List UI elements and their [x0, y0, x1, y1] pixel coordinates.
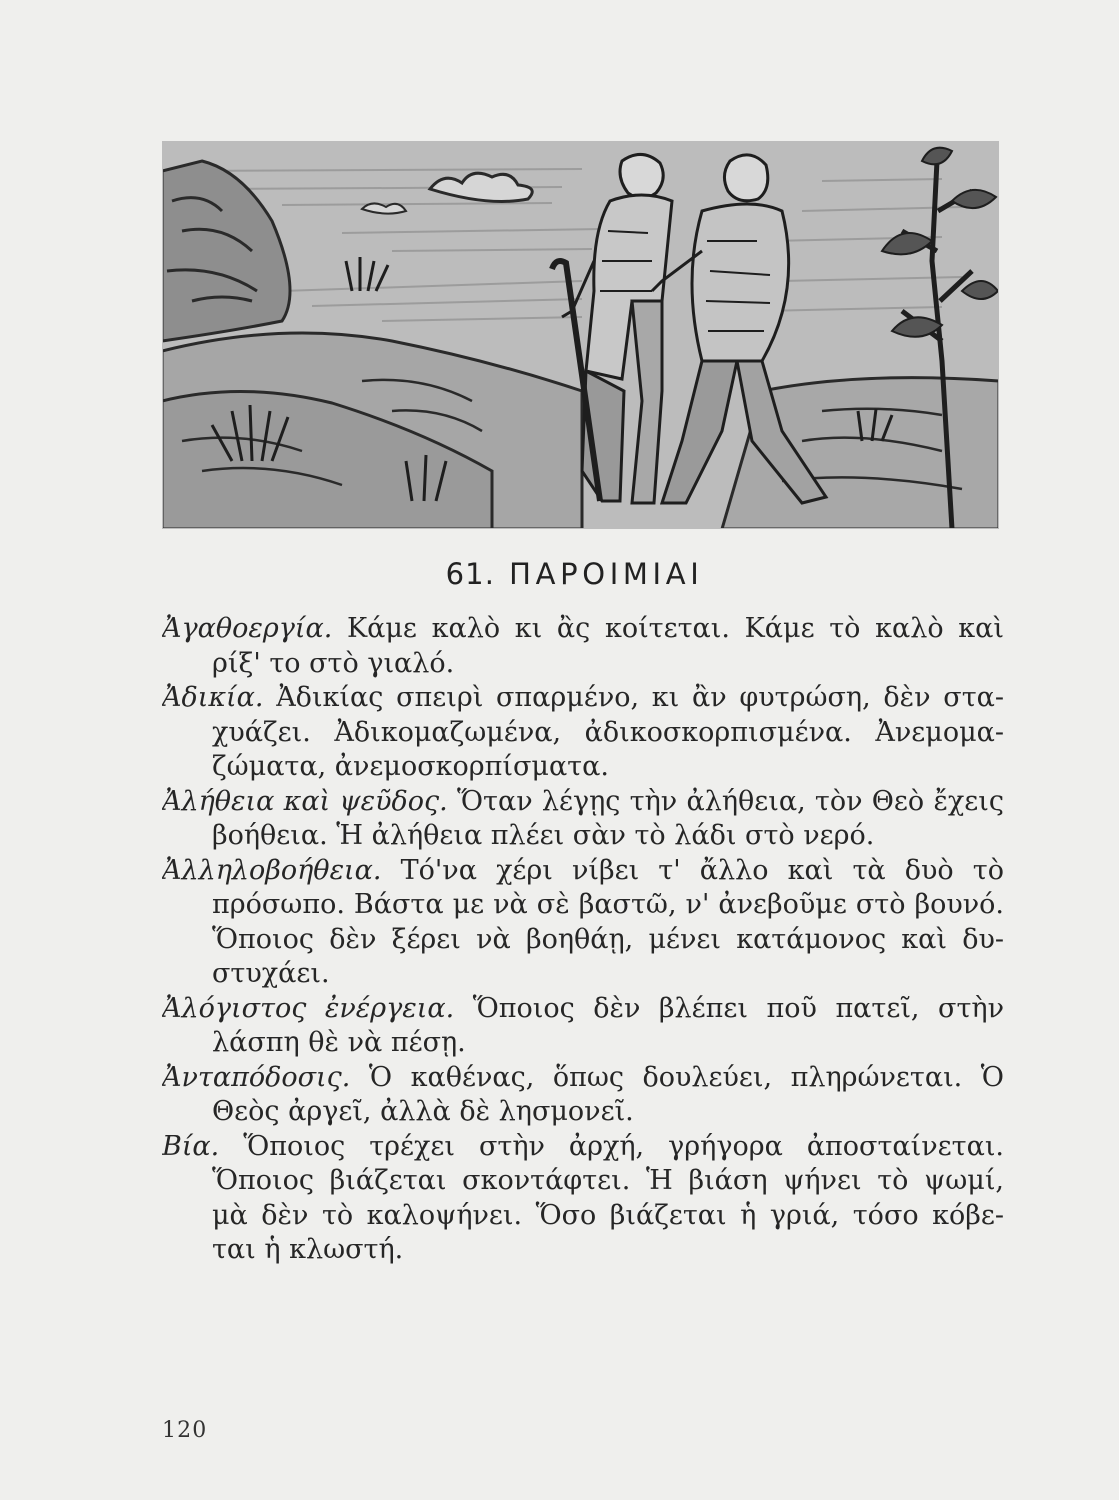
proverb-text: ται ἡ κλωστή.: [212, 1234, 404, 1265]
proverb-line: [162, 1130, 1004, 1165]
chapter-heading: ΠΑΡΟΙΜΙΑΙ: [509, 557, 704, 591]
page-number: 120: [162, 1418, 208, 1443]
proverb-text: χυάζει. Ἀδικομαζωμένα, ἀδικοσκορπισμένα. Ἀνεμομα-: [212, 716, 1004, 748]
proverb-line: [162, 1199, 1004, 1234]
proverb-line: [162, 681, 1004, 716]
proverb-line: [162, 819, 1004, 854]
proverb-line: [162, 716, 1004, 751]
proverb-text: Ὅποιος βιάζεται σκοντάφτει. Ἡ βιάση ψήνει τὸ ψωμί,: [212, 1165, 1004, 1196]
proverb-text: στυχάει.: [212, 958, 330, 989]
proverb-line: [162, 1026, 1004, 1061]
proverb-keyword: Βία.: [162, 1130, 220, 1162]
proverb-text: Ἀδικίας σπειρὶ σπαρμένο, κι ἂν φυτρώση, δὲν στα-: [276, 682, 1004, 713]
proverb-line: [162, 785, 1004, 820]
proverb-line: [162, 750, 1004, 785]
illustration-two-men-walking: [162, 141, 999, 529]
proverb-line: [162, 1095, 1004, 1130]
proverb-text: Ὅποιος δὲν ξέρει νὰ βοηθάῃ, μένει κατάμονος καὶ δυ-: [212, 923, 1004, 955]
proverb-line: [162, 888, 1004, 923]
proverb-line: [162, 854, 1004, 889]
proverb-text: πρόσωπο. Βάστα με νὰ σὲ βαστῶ, ν' ἀνεβοῦμε στὸ βουνό.: [212, 889, 1004, 920]
proverb-line: [162, 612, 1004, 647]
proverb-text: Τό'να χέρι νίβει τ' ἄλλο καὶ τὰ δυὸ τὸ: [400, 854, 1004, 886]
chapter-number: 61.: [445, 557, 496, 591]
proverb-line: [162, 1233, 1004, 1268]
proverb-line: [162, 1061, 1004, 1096]
proverb-keyword: Ἀλήθεια καὶ ψεῦδος.: [162, 785, 448, 817]
proverb-text: Θεὸς ἀργεῖ, ἀλλὰ δὲ λησμονεῖ.: [212, 1096, 634, 1127]
proverb-list: [162, 612, 1004, 1268]
proverb-text: βοήθεια. Ἡ ἀλήθεια πλέει σὰν τὸ λάδι στὸ νερό.: [212, 820, 875, 851]
proverb-text: Ὁ καθένας, ὅπως δουλεύει, πληρώνεται. Ὁ: [368, 1061, 1004, 1093]
proverb-line: [162, 647, 1004, 682]
proverb-line: [162, 992, 1004, 1027]
proverb-line: [162, 1164, 1004, 1199]
proverb-text: Ὅποιος τρέχει στὴν ἀρχή, γρήγορα ἀποσταίνεται.: [243, 1130, 1004, 1162]
proverb-text: Ὅποιος δὲν βλέπει ποῦ πατεῖ, στὴν: [472, 992, 1004, 1024]
proverb-keyword: Ἀνταπόδοσις.: [162, 1061, 351, 1093]
proverb-text: Ὅταν λέγῃς τὴν ἀλήθεια, τὸν Θεὸ ἔχεις: [457, 785, 1004, 817]
proverb-line: [162, 957, 1004, 992]
proverb-keyword: Ἀδικία.: [162, 682, 264, 713]
proverb-text: λάσπη θὲ νὰ πέσῃ.: [212, 1027, 466, 1058]
chapter-title: [0, 557, 1119, 591]
proverb-keyword: Ἀλληλοβοήθεια.: [162, 854, 382, 886]
proverb-text: μὰ δὲν τὸ καλοψήνει. Ὅσο βιάζεται ἡ γριά, τόσο κόβε-: [212, 1199, 1004, 1231]
proverb-keyword: Ἀγαθοεργία.: [162, 613, 333, 644]
proverb-line: [162, 923, 1004, 958]
proverb-text: Κάμε καλὸ κι ἂς κοίτεται. Κάμε τὸ καλὸ καὶ: [346, 613, 1004, 644]
proverb-keyword: Ἀλόγιστος ἐνέργεια.: [162, 992, 455, 1024]
proverb-text: ρίξ' το στὸ γιαλό.: [212, 647, 455, 679]
proverb-text: ζώματα, ἀνεμοσκορπίσματα.: [212, 751, 609, 782]
